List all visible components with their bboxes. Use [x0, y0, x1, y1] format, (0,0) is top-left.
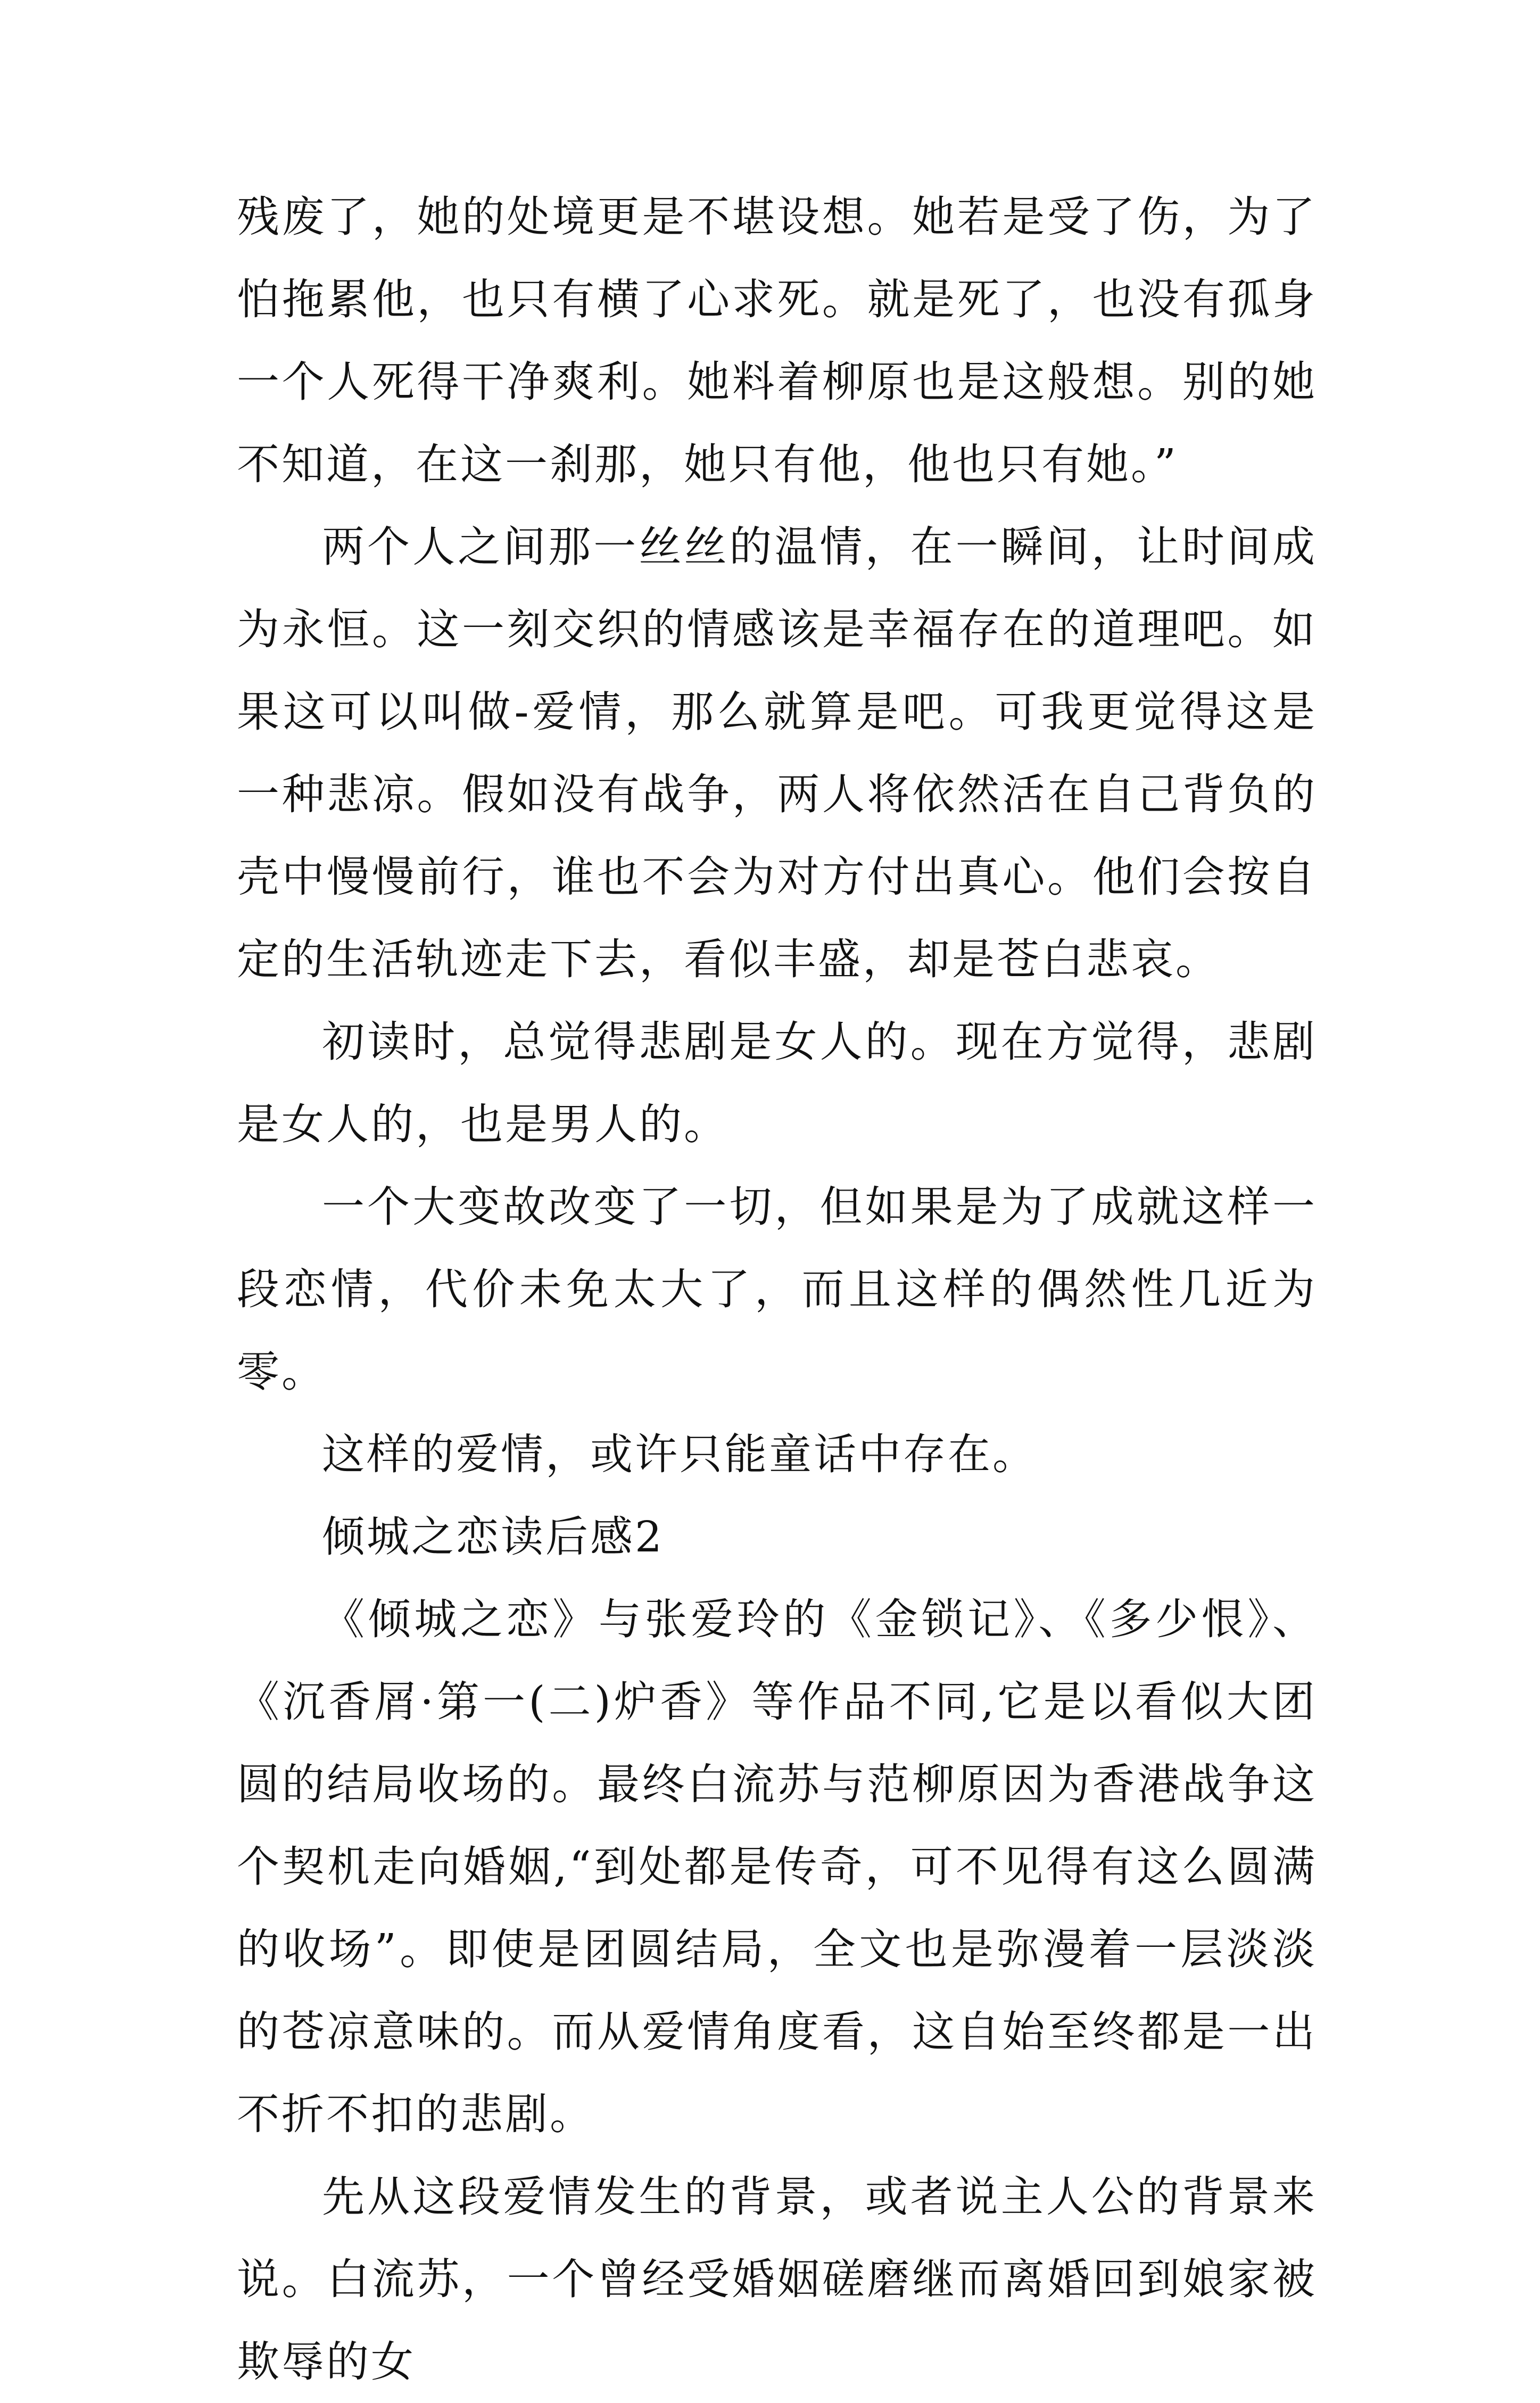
- paragraph-comparison: 《倾城之恋》与张爱玲的《金锁记》、《多少恨》、《沉香屑·第一(二)炉香》等作品不同,它是以看似大团圆的结局收场的。最终白流苏与范柳原因为香港战争这个契机走向婚姻,“到处都是传奇，可不见得有这么圆满的收场”。即使是团圆结局，全文也是弥漫着一层淡淡的苍凉意味的。而从爱情角度看，这自始至终都是一出不折不扣的悲剧。: [237, 1595, 1317, 2139]
- paragraph-tragedy: 初读时，总觉得悲剧是女人的。现在方觉得，悲剧是女人的，也是男人的。: [237, 1017, 1317, 1149]
- paragraph-warmth: 两个人之间那一丝丝的温情，在一瞬间，让时间成为永恒。这一刻交织的情感该是幸福存在的道理吧。如果这可以叫做-爱情，那么就算是吧。可我更觉得这是一种悲凉。假如没有战争，两人将依然活在自己背负的壳中慢慢前行，谁也不会为对方付出真心。他们会按自定的生活轨迹走下去，看似丰盛，却是苍白悲哀。: [237, 522, 1317, 984]
- section-heading: 倾城之恋读后感2: [322, 1512, 664, 1562]
- paragraph-background: 先从这段爱情发生的背景，或者说主人公的背景来说。白流苏，一个曾经受婚姻磋磨继而离婚回到娘家被欺辱的女: [237, 2172, 1317, 2387]
- paragraph-fairytale: 这样的爱情，或许只能童话中存在。: [322, 1430, 1037, 1479]
- paragraph-continuation: 残废了，她的处境更是不堪设想。她若是受了伤，为了怕拖累他，也只有横了心求死。就是死了，也没有孤身一个人死得干净爽利。她料着柳原也是这般想。别的她不知道，在这一刹那，她只有他，他也只有她。”: [237, 192, 1317, 489]
- paragraph-change: 一个大变故改变了一切，但如果是为了成就这样一段恋情，代价未免太大了，而且这样的偶然性几近为零。: [237, 1182, 1317, 1397]
- document-body: [237, 176, 1317, 2403]
